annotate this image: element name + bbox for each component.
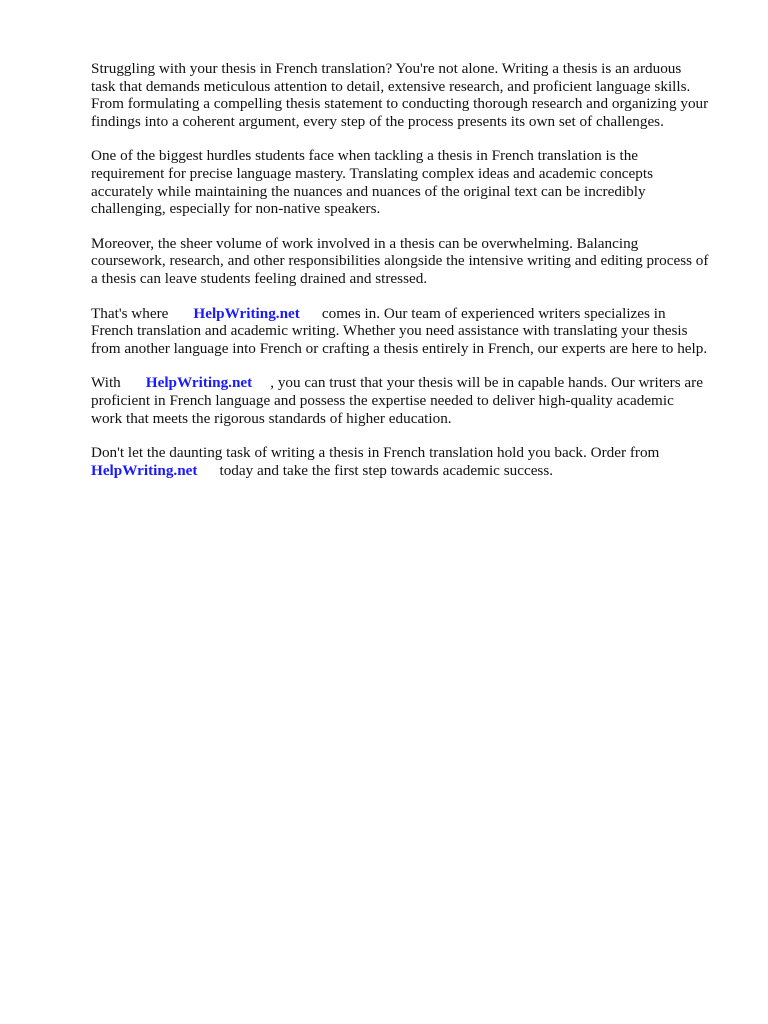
helpwriting-link[interactable]: HelpWriting.net	[193, 304, 300, 322]
lead-text: With	[91, 374, 121, 392]
paragraph-trust	[91, 374, 731, 427]
text-line: One of the biggest hurdles students face when tackling a thesis in French translation is the	[91, 147, 639, 165]
text-line: French translation and academic writing. Whether you need assistance with translating your thesis	[91, 322, 688, 340]
text-line	[91, 462, 731, 480]
text-line: findings into a coherent argument, every step of the process presents its own set of challenges.	[91, 112, 664, 130]
text-line	[91, 305, 731, 323]
paragraph-intro	[91, 60, 731, 130]
text-line: accurately while maintaining the nuances and nuances of the original text can be incredibly	[91, 182, 646, 200]
text-line: challenging, especially for non-native speakers.	[91, 200, 381, 218]
paragraph-call-to-action	[91, 444, 731, 479]
text-line: work that meets the rigorous standards of higher education.	[91, 409, 452, 427]
trailing-text: , you can trust that your thesis will be in capable hands. Our writers are	[270, 374, 703, 392]
text-line: proficient in French language and possess the expertise needed to deliver high-quality academic	[91, 391, 674, 409]
text-line: coursework, research, and other responsibilities alongside the intensive writing and editing process of	[91, 252, 709, 270]
text-line: from another language into French or crafting a thesis entirely in French, our experts are here to help.	[91, 339, 708, 357]
text-line	[91, 374, 731, 392]
text-line: task that demands meticulous attention to detail, extensive research, and proficient language skills.	[91, 77, 691, 95]
text-line: Struggling with your thesis in French translation? You're not alone. Writing a thesis is an arduous	[91, 60, 682, 77]
text-line: requirement for precise language mastery. Translating complex ideas and academic concepts	[91, 164, 654, 182]
text-line: From formulating a compelling thesis statement to conducting thorough research and organizing your	[91, 95, 709, 113]
paragraph-hurdles	[91, 147, 731, 217]
trailing-text: comes in. Our team of experienced writers specializes in	[321, 304, 666, 322]
lead-text: That's where	[91, 304, 169, 322]
document-body	[91, 60, 731, 496]
text-line: Don't let the daunting task of writing a thesis in French translation hold you back. Order from	[91, 444, 660, 462]
text-line: Moreover, the sheer volume of work involved in a thesis can be overwhelming. Balancing	[91, 234, 639, 252]
trailing-text: today and take the first step towards academic success.	[219, 461, 554, 479]
helpwriting-link[interactable]: HelpWriting.net	[145, 374, 253, 392]
helpwriting-link[interactable]: HelpWriting.net	[91, 461, 198, 479]
paragraph-workload	[91, 235, 731, 288]
text-line: a thesis can leave students feeling drained and stressed.	[91, 269, 428, 287]
paragraph-service	[91, 305, 731, 358]
